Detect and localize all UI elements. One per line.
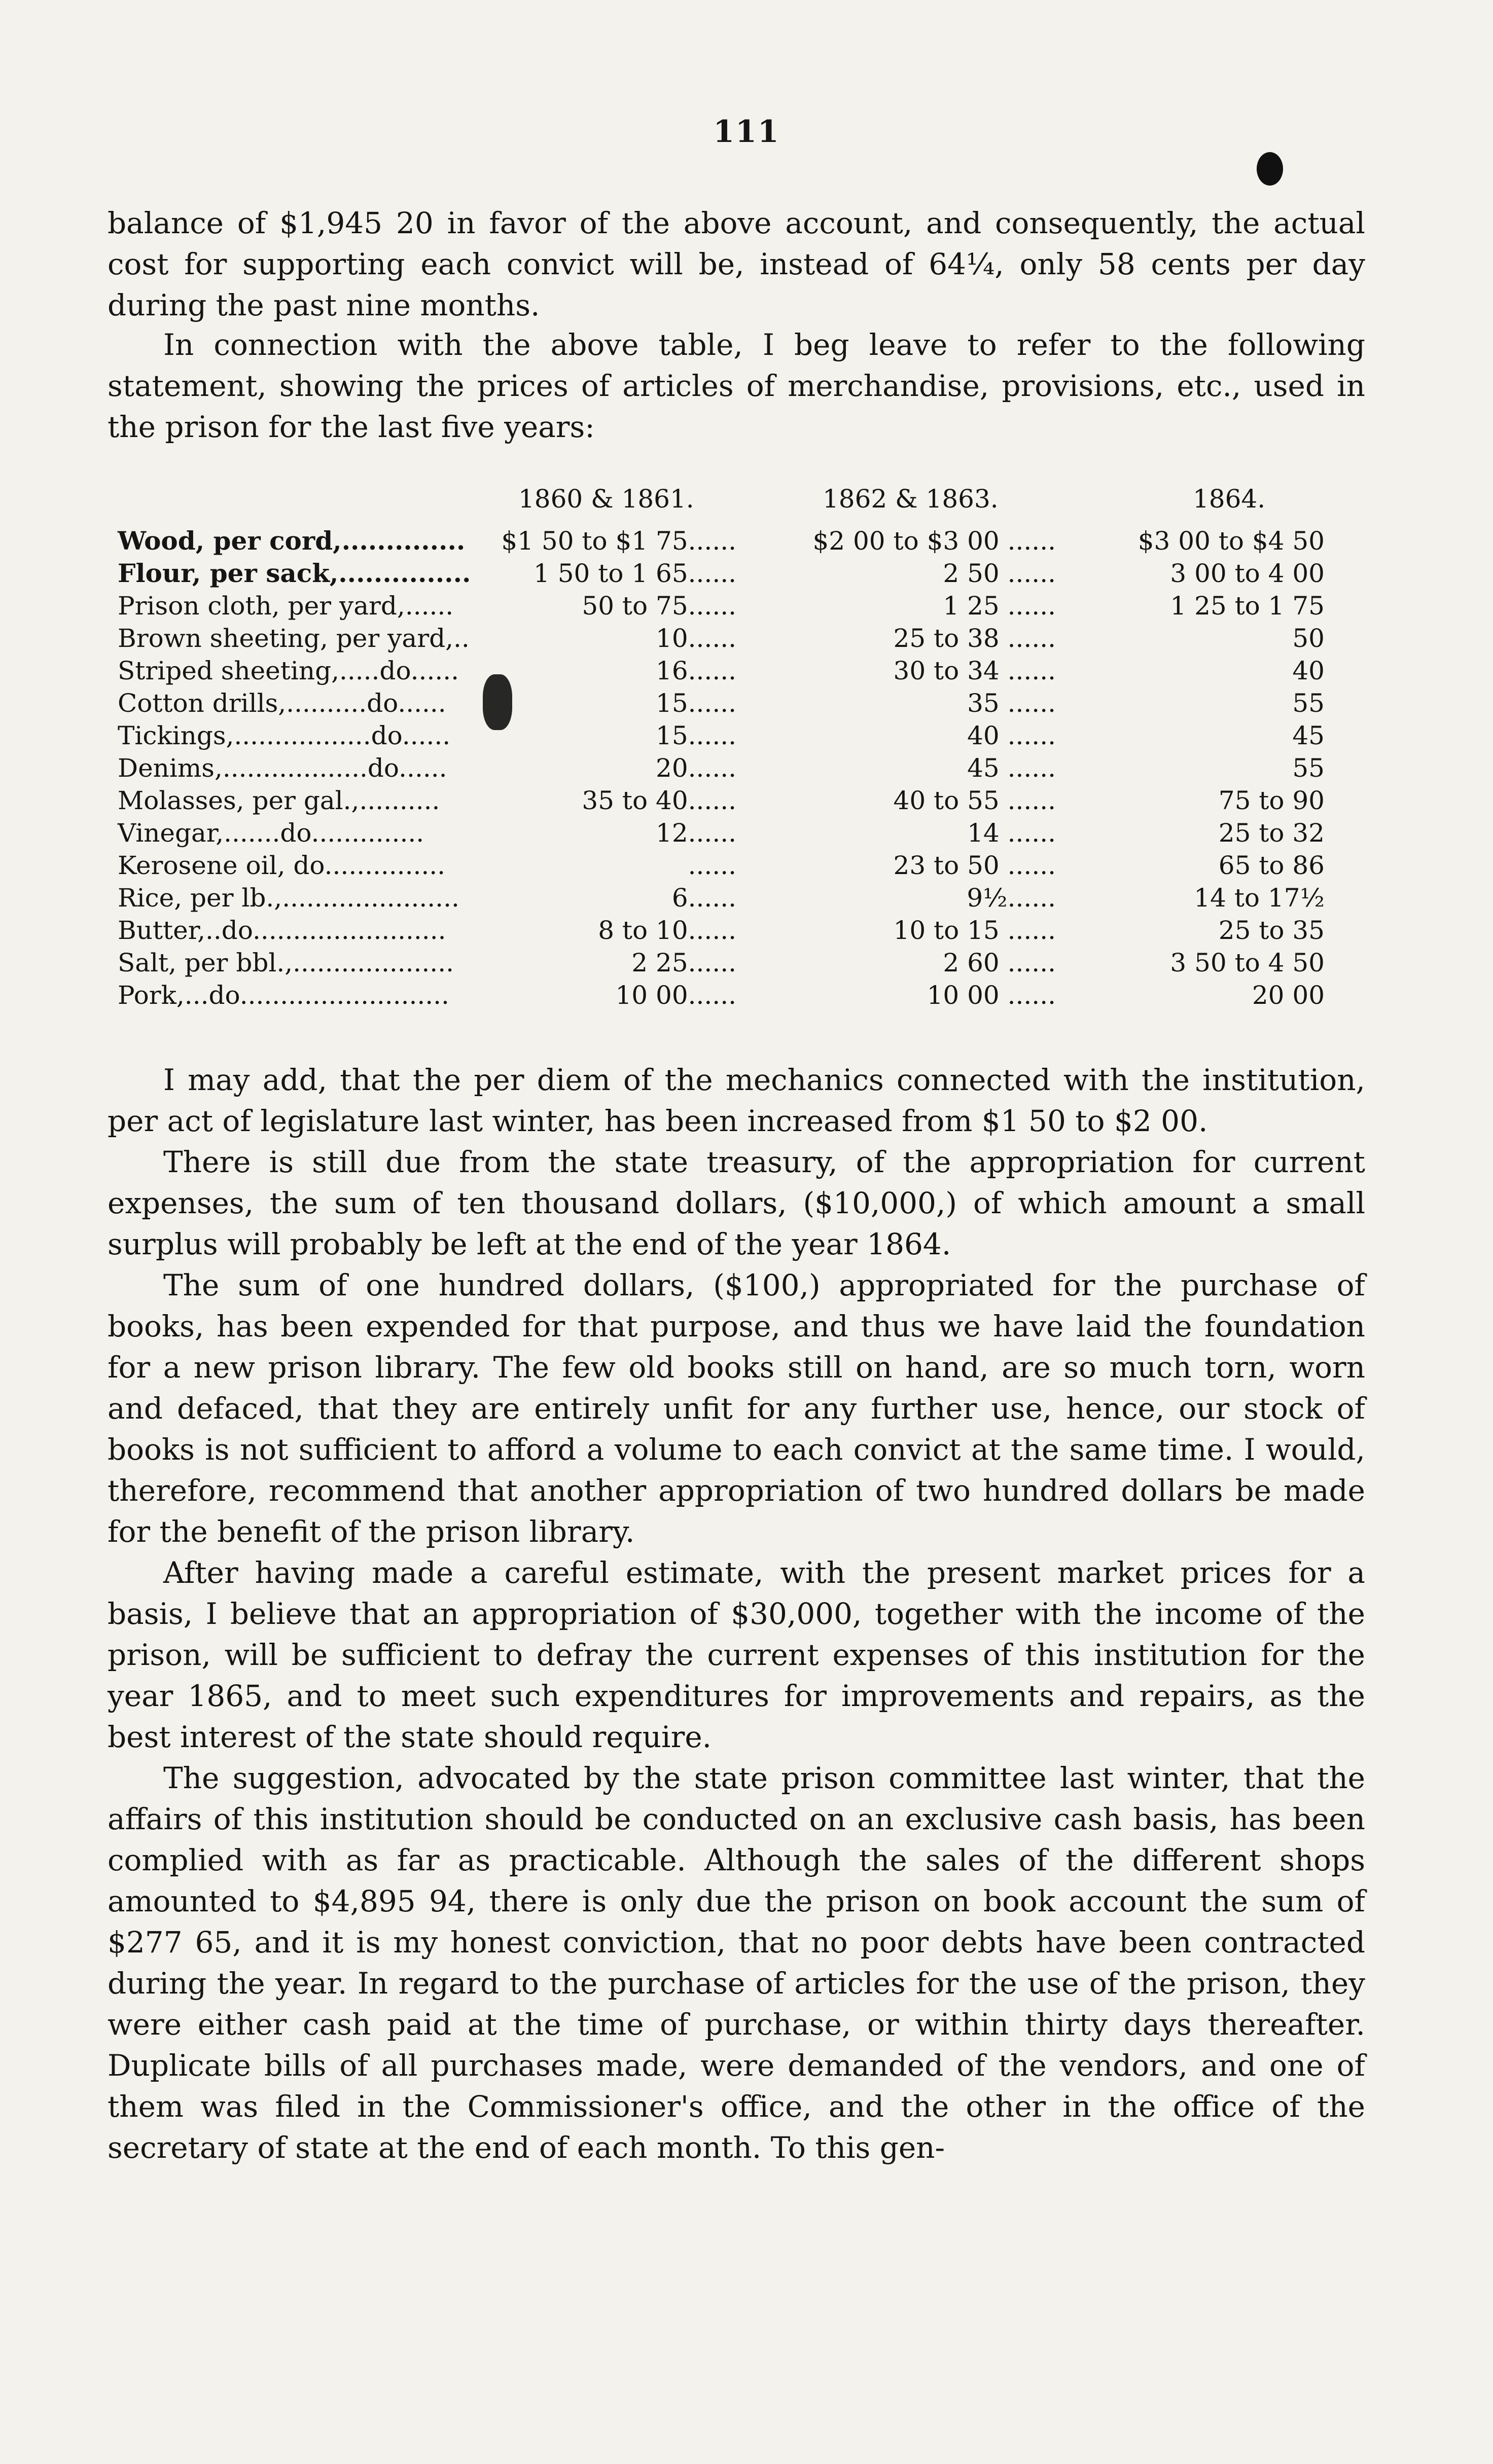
price-1862-1863: 30 to 34 ...... — [893, 656, 1056, 685]
price-1862-1863: $2 00 to $3 00 ...... — [812, 526, 1056, 556]
price-1864: 75 to 90 — [1218, 786, 1325, 815]
intro-text — [108, 324, 1365, 448]
item-label: Prison cloth, per yard,...... — [118, 591, 454, 621]
price-1862-1863: 9½...... — [967, 883, 1056, 913]
price-1864: 3 50 to 4 50 — [1170, 948, 1325, 977]
table-body — [118, 525, 1370, 1011]
price-1864: 25 to 32 — [1218, 818, 1325, 848]
table-row — [118, 914, 1370, 947]
price-1860-1861: $1 50 to $1 75...... — [501, 526, 736, 556]
paragraph: In connection with the above table, I beg leave to refer to the following statement, showing the prices of articles of merchandise, provisions, etc., used in the prison for the last five years: — [108, 328, 1365, 444]
price-1860-1861: 8 to 10...... — [598, 916, 736, 945]
table-row — [118, 784, 1370, 817]
item-label: Molasses, per gal.,.......... — [118, 786, 440, 815]
ink-blot — [1257, 152, 1283, 186]
item-label: Butter,..do........................ — [118, 916, 446, 945]
item-label: Flour, per sack,............... — [118, 558, 471, 588]
price-1862-1863: 40 to 55 ...... — [893, 786, 1056, 815]
item-label: Striped sheeting,.....do...... — [118, 656, 459, 685]
item-label: Pork,...do.......................... — [118, 981, 449, 1010]
price-1864: 65 to 86 — [1218, 851, 1325, 880]
price-1864: 14 to 17½ — [1194, 883, 1325, 913]
table-row — [118, 622, 1370, 655]
price-1864: 3 00 to 4 00 — [1170, 559, 1325, 588]
item-label: Cotton drills,..........do...... — [118, 689, 446, 718]
price-1862-1863: 14 ...... — [967, 818, 1056, 848]
price-1862-1863: 1 25 ...... — [943, 591, 1056, 621]
table-row — [118, 557, 1370, 590]
intro-text — [108, 203, 1365, 326]
price-1864: $3 00 to $4 50 — [1137, 526, 1325, 556]
price-1860-1861: 50 to 75...... — [582, 591, 736, 621]
table-row — [118, 719, 1370, 752]
price-1864: 55 — [1292, 753, 1325, 783]
price-1860-1861: 1 50 to 1 65...... — [534, 559, 736, 588]
item-label: Kerosene oil, do............... — [118, 851, 446, 880]
table-row — [118, 590, 1370, 622]
price-1860-1861: 6...... — [671, 883, 736, 913]
price-1860-1861: 10 00...... — [615, 981, 736, 1010]
price-1862-1863: 2 50 ...... — [943, 559, 1056, 588]
column-header-1860: 1860 & 1861. — [518, 484, 694, 514]
price-1862-1863: 2 60 ...... — [943, 948, 1056, 977]
table-row — [118, 849, 1370, 882]
table-row — [118, 752, 1370, 784]
price-1860-1861: 2 25...... — [631, 948, 736, 977]
price-1862-1863: 40 ...... — [967, 721, 1056, 750]
column-header-1864: 1864. — [1193, 484, 1266, 514]
paragraph: I may add, that the per diem of the mechanics connected with the institution, per act of legislature last winter, has been increased from $1 50 to $2 00. — [108, 1063, 1365, 1138]
price-1860-1861: 20...... — [656, 753, 736, 783]
item-label: Tickings,.................do...... — [118, 721, 451, 750]
table-row — [118, 947, 1370, 979]
item-label: Brown sheeting, per yard,.. — [118, 624, 470, 653]
price-1862-1863: 23 to 50 ...... — [893, 851, 1056, 880]
price-1860-1861: ...... — [688, 851, 736, 880]
table-row — [118, 687, 1370, 719]
item-label: Vinegar,.......do.............. — [118, 818, 424, 848]
price-1862-1863: 10 00 ...... — [927, 981, 1056, 1010]
table-row — [118, 979, 1370, 1011]
price-1862-1863: 25 to 38 ...... — [893, 624, 1056, 653]
page-number: 111 — [713, 114, 780, 150]
price-1864: 55 — [1292, 689, 1325, 718]
price-1864: 45 — [1292, 721, 1325, 750]
price-1862-1863: 35 ...... — [967, 689, 1056, 718]
closing-text — [108, 1060, 1365, 2168]
paragraph: After having made a careful estimate, with the present market prices for a basis, I believe that an appropriation of $30,000, together with the income of the prison, will be sufficient to defray the current expenses of this institution for the year 1865, and to meet such expenditures for improvements and repairs, as the best interest of the state should require. — [108, 1555, 1365, 1754]
table-row — [118, 882, 1370, 914]
price-1864: 20 00 — [1252, 981, 1325, 1010]
paragraph: The sum of one hundred dollars, ($100,) appropriated for the purchase of books, has been expended for that purpose, and thus we have laid the foundation for a new prison library. The few old books still on hand, are so much torn, worn and defaced, that they are entirely unfit for any further use, hence, our stock of books is not sufficient to afford a volume to each convict at the same time. I would, therefore, recommend that another appropriation of two hundred dollars be made for the benefit of the prison library. — [108, 1268, 1365, 1549]
item-label: Denims,..................do...... — [118, 753, 447, 783]
price-1860-1861: 35 to 40...... — [582, 786, 736, 815]
table-row — [118, 525, 1370, 557]
column-header-1862: 1862 & 1863. — [823, 484, 999, 514]
item-label: Wood, per cord,.............. — [118, 526, 466, 556]
table-row — [118, 817, 1370, 849]
price-1860-1861: 12...... — [656, 818, 736, 848]
price-1860-1861: 10...... — [656, 624, 736, 653]
paragraph: balance of $1,945 20 in favor of the above account, and consequently, the actual cost for supporting each convict will be, instead of 64¼, only 58 cents per day during the past nine months. — [108, 206, 1365, 322]
price-1864: 40 — [1292, 656, 1325, 685]
item-label: Rice, per lb.,...................... — [118, 883, 459, 913]
price-1864: 50 — [1292, 624, 1325, 653]
table-row — [118, 655, 1370, 687]
price-1862-1863: 10 to 15 ...... — [893, 916, 1056, 945]
price-1864: 25 to 35 — [1218, 916, 1325, 945]
price-table — [118, 484, 1370, 1011]
price-1860-1861: 15...... — [656, 689, 736, 718]
table-header — [118, 484, 1370, 525]
paragraph: The suggestion, advocated by the state prison committee last winter, that the affairs of this institution should be conducted on an exclusive cash basis, has been complied with as far as practicable. Although the sales of the different shops amounted to $4,895 94, there is only due the prison on book account the sum of $277 65, and it is my honest conviction, that no poor debts have been contracted during the year. In regard to the purchase of articles for the use of the prison, they were either cash paid at the time of purchase, or within thirty days thereafter. Duplicate bills of all purchases made, were demanded of the vendors, and one of them was filed in the Commissioner's office, and the other in the office of the secretary of state at the end of each month. To this gen- — [108, 1761, 1365, 2165]
price-1864: 1 25 to 1 75 — [1170, 591, 1325, 621]
paragraph: There is still due from the state treasury, of the appropriation for current expenses, the sum of ten thousand dollars, ($10,000,) of which amount a small surplus will probably be left at the end of the year 1864. — [108, 1145, 1365, 1261]
price-1860-1861: 16...... — [656, 656, 736, 685]
price-1860-1861: 15...... — [656, 721, 736, 750]
price-1862-1863: 45 ...... — [967, 753, 1056, 783]
item-label: Salt, per bbl.,.................... — [118, 948, 454, 977]
